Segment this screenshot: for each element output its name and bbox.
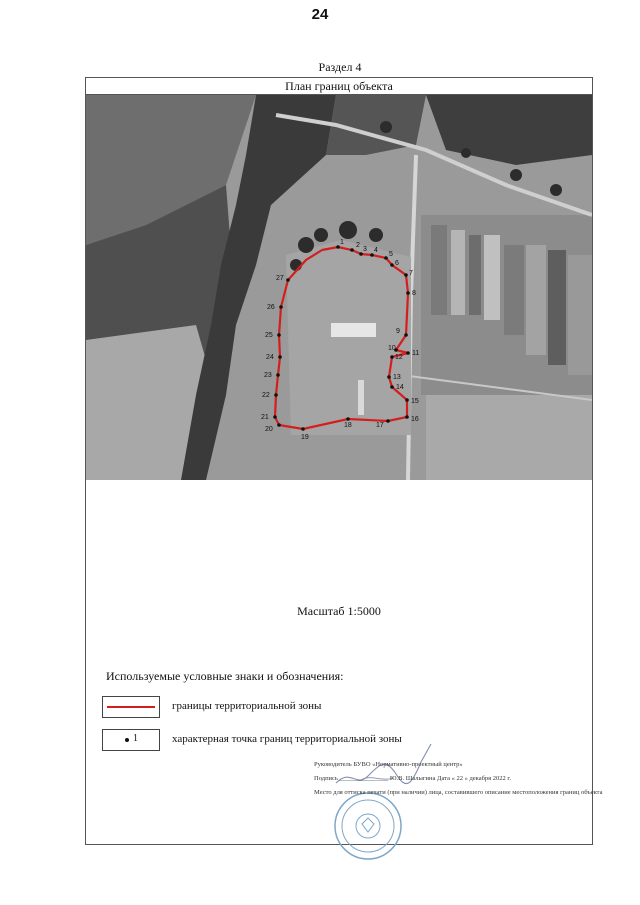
boundary-point <box>273 415 277 419</box>
boundary-point <box>286 278 290 282</box>
boundary-point-label: 5 <box>389 251 393 258</box>
boundary-point-label: 23 <box>264 372 272 379</box>
boundary-point <box>390 385 394 389</box>
legend-title: Используемые условные знаки и обозначения: <box>106 669 344 683</box>
boundary-point-label: 20 <box>265 426 273 433</box>
legend-point-text: характерная точка границ территориальной зоны <box>172 733 402 745</box>
signature-line-1: Руководитель БУВО «Нормативно-проектный центр» <box>314 761 463 768</box>
boundary-point <box>387 375 391 379</box>
signature-line-3: Место для оттиска печати (при наличии) лица, составившего описание местоположения границ объекта <box>314 789 603 796</box>
section-title: Раздел 4 <box>318 60 362 74</box>
boundary-point <box>404 273 408 277</box>
boundary-point-label: 7 <box>409 270 413 277</box>
boundary-point <box>390 355 394 359</box>
boundary-point-label: 19 <box>301 434 309 441</box>
legend-boundary-text: границы территориальной зоны <box>172 700 322 712</box>
boundary-point-label: 2 <box>356 242 360 249</box>
boundary-point-label: 14 <box>396 384 404 391</box>
boundary-line-icon <box>107 706 155 708</box>
legend-point-symbol <box>102 729 160 751</box>
boundary-point <box>278 355 282 359</box>
boundary-point <box>405 415 409 419</box>
signature-line-2: Подпись _______________ Ю.В. Шалыгина Дата « 22 » декабря 2022 г. <box>314 775 511 782</box>
boundary-point-label: 22 <box>262 392 270 399</box>
boundary-point-label: 13 <box>393 374 401 381</box>
point-dot-icon <box>125 738 129 742</box>
legend-point-number: 1 <box>133 733 138 744</box>
legend-boundary-symbol <box>102 696 160 718</box>
boundary-point <box>405 398 409 402</box>
boundary-point <box>406 291 410 295</box>
boundary-point <box>276 373 280 377</box>
boundary-point <box>350 248 354 252</box>
boundary-point <box>390 263 394 267</box>
boundary-point-label: 15 <box>411 398 419 405</box>
boundary-point-label: 27 <box>276 275 284 282</box>
signature-block <box>314 758 603 800</box>
boundary-point-label: 11 <box>412 350 420 357</box>
boundary-point-label: 10 <box>388 345 396 352</box>
boundary-point <box>274 393 278 397</box>
stamp-seal-icon <box>332 790 404 862</box>
boundary-point <box>404 333 408 337</box>
boundary-point-label: 25 <box>265 332 273 339</box>
aerial-map <box>86 95 592 480</box>
boundary-point-label: 12 <box>395 354 403 361</box>
boundary-point <box>277 423 281 427</box>
boundary-point-label: 3 <box>363 246 367 253</box>
boundary-point <box>277 333 281 337</box>
boundary-point-label: 21 <box>261 414 269 421</box>
boundary-point-label: 24 <box>266 354 274 361</box>
boundary-point <box>384 256 388 260</box>
boundary-point-label: 9 <box>396 328 400 335</box>
boundary-point-label: 16 <box>411 416 419 423</box>
boundary-point-label: 18 <box>344 422 352 429</box>
boundary-point-label: 26 <box>267 304 275 311</box>
boundary-point <box>301 427 305 431</box>
plan-title: План границ объекта <box>86 78 592 95</box>
boundary-point <box>346 417 350 421</box>
plan-frame <box>85 77 603 845</box>
scale-label: Масштаб 1:5000 <box>297 604 381 618</box>
boundary-point-label: 17 <box>376 422 384 429</box>
boundary-point <box>386 419 390 423</box>
boundary-point-label: 4 <box>374 247 378 254</box>
boundary-point <box>279 305 283 309</box>
boundary-point <box>406 351 410 355</box>
boundary-point-label: 8 <box>412 290 416 297</box>
boundary-point-label: 6 <box>395 260 399 267</box>
boundary-point-label: 1 <box>340 239 344 246</box>
page-number: 24 <box>311 6 329 23</box>
